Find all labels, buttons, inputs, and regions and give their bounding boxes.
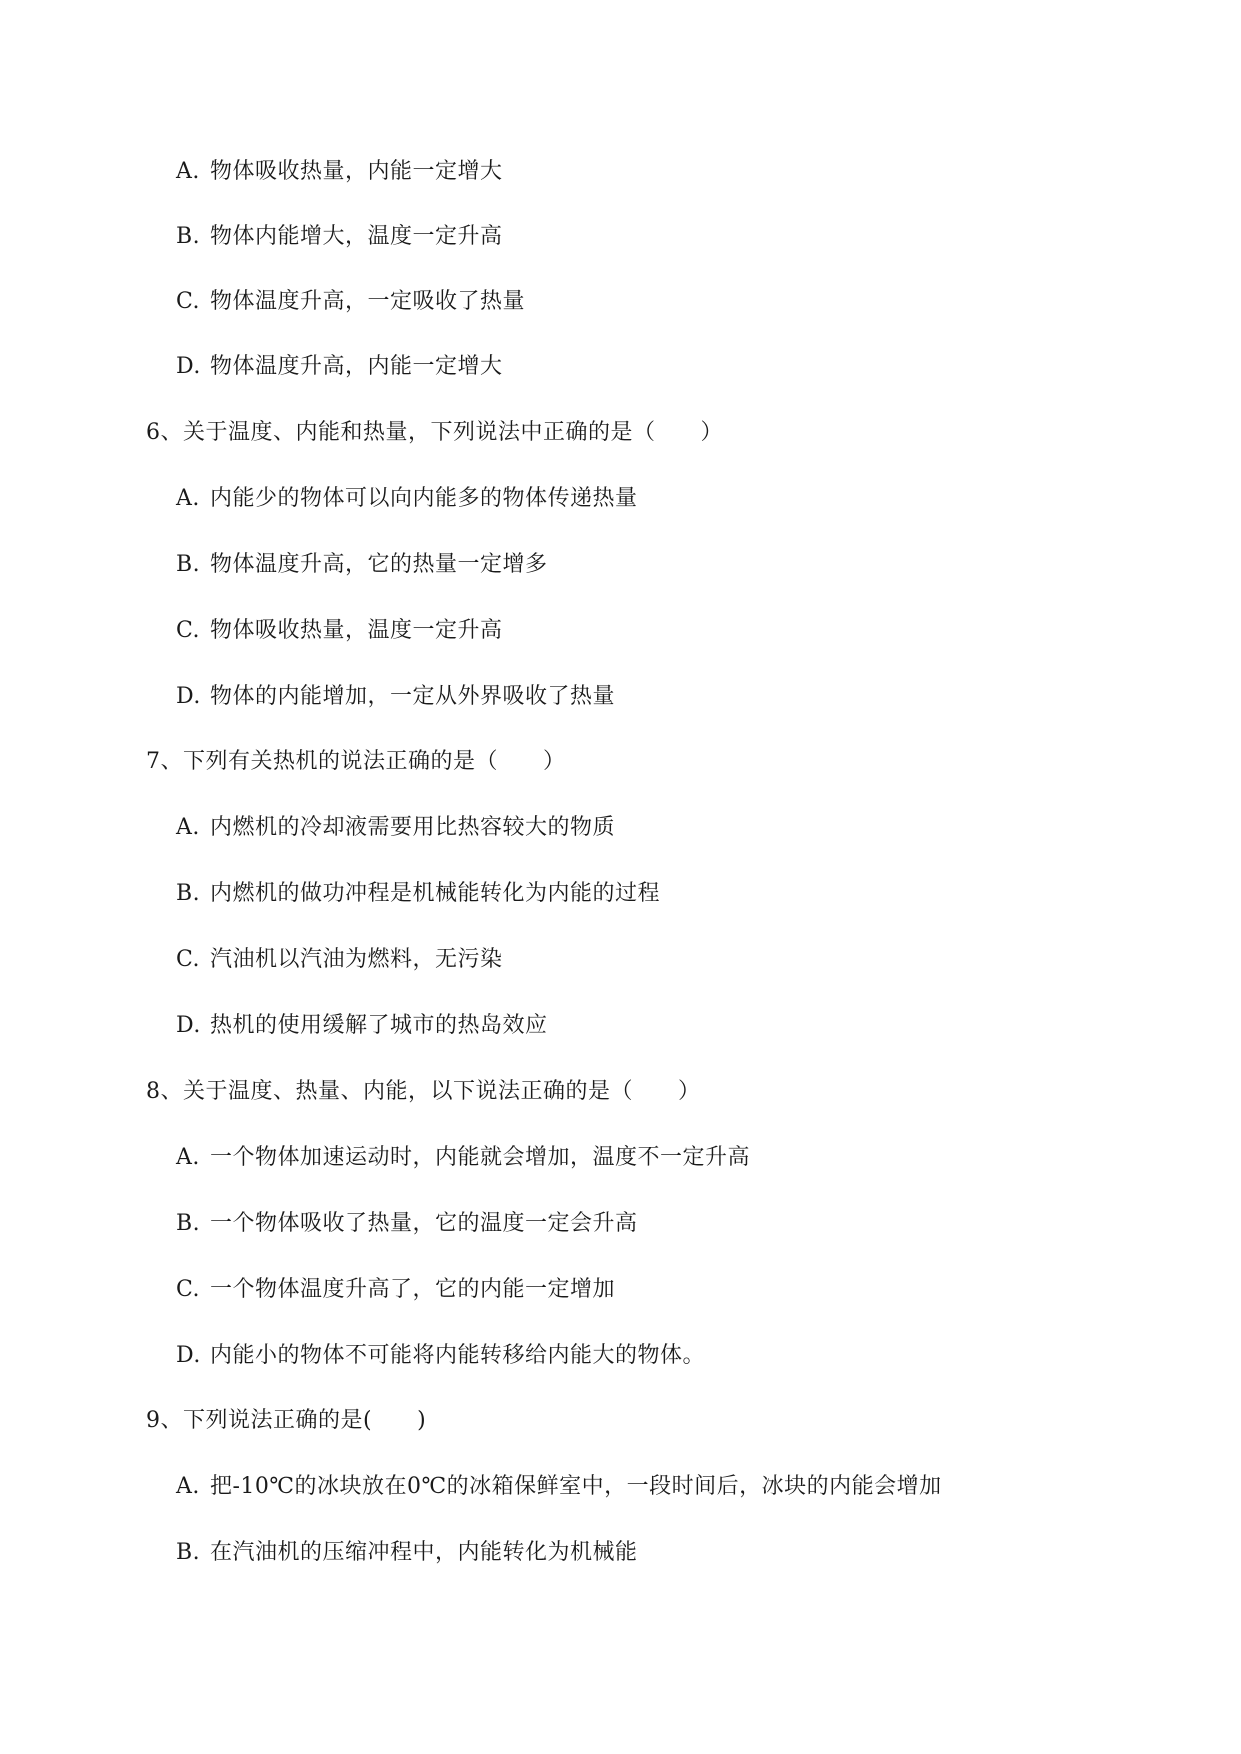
option-letter: C.: [176, 289, 201, 314]
option-letter: B.: [176, 1540, 201, 1565]
option-letter: B.: [176, 224, 201, 249]
option-text: 物体的内能增加，一定从外界吸收了热量: [210, 684, 616, 709]
option-line: [176, 1209, 638, 1239]
option-letter: A.: [176, 486, 200, 511]
option-letter: C.: [176, 618, 201, 643]
option-text: 物体温度升高，它的热量一定增多: [210, 552, 548, 577]
option-text: 内燃机的做功冲程是机械能转化为内能的过程: [210, 881, 661, 906]
option-text: 物体吸收热量，温度一定升高: [210, 618, 503, 643]
option-line: [176, 813, 615, 843]
option-text: 物体吸收热量，内能一定增大: [210, 159, 503, 184]
option-letter: A.: [176, 1145, 200, 1170]
option-text: 一个物体吸收了热量，它的温度一定会升高: [210, 1211, 638, 1236]
option-line: [176, 945, 503, 975]
option-letter: B.: [176, 881, 201, 906]
option-line: [176, 1143, 750, 1173]
option-line: [176, 1472, 942, 1502]
question-7: 7、下列有关热机的说法正确的是（ ）: [146, 749, 566, 774]
option-letter: C.: [176, 947, 201, 972]
option-line: [176, 484, 638, 514]
option-text: 内能小的物体不可能将内能转移给内能大的物体。: [210, 1343, 706, 1368]
option-line: [176, 222, 503, 252]
option-line: [176, 682, 615, 712]
option-text: 一个物体温度升高了，它的内能一定增加: [210, 1277, 616, 1302]
option-letter: A.: [176, 815, 200, 840]
option-text: 在汽油机的压缩冲程中，内能转化为机械能: [210, 1540, 638, 1565]
option-text: 把-10℃的冰块放在0℃的冰箱保鲜室中，一段时间后，冰块的内能会增加: [210, 1474, 942, 1499]
option-text: 物体温度升高，一定吸收了热量: [210, 289, 526, 314]
option-letter: C.: [176, 1277, 201, 1302]
option-line: [176, 879, 660, 909]
option-text: 内能少的物体可以向内能多的物体传递热量: [210, 486, 638, 511]
option-line: [176, 157, 503, 187]
question-8: 8、关于温度、热量、内能，以下说法正确的是（ ）: [146, 1079, 701, 1104]
option-text: 物体温度升高，内能一定增大: [210, 354, 503, 379]
option-line: [176, 550, 548, 580]
option-text: 热机的使用缓解了城市的热岛效应: [210, 1013, 548, 1038]
option-text: 汽油机以汽油为燃料，无污染: [210, 947, 503, 972]
option-line: [176, 1011, 548, 1041]
option-line: [176, 1275, 615, 1305]
option-text: 一个物体加速运动时，内能就会增加，温度不一定升高: [210, 1145, 751, 1170]
option-letter: B.: [176, 552, 201, 577]
option-line: [176, 352, 503, 382]
option-text: 内燃机的冷却液需要用比热容较大的物质: [210, 815, 616, 840]
option-letter: A.: [176, 159, 200, 184]
option-letter: D.: [176, 1343, 201, 1368]
option-line: [176, 616, 503, 646]
option-letter: D.: [176, 1013, 201, 1038]
option-letter: D.: [176, 684, 201, 709]
question-6: 6、关于温度、内能和热量，下列说法中正确的是（ ）: [146, 420, 723, 445]
option-letter: D.: [176, 354, 201, 379]
option-letter: A.: [176, 1474, 200, 1499]
option-text: 物体内能增大，温度一定升高: [210, 224, 503, 249]
option-letter: B.: [176, 1211, 201, 1236]
option-line: [176, 287, 525, 317]
question-9: 9、下列说法正确的是( ): [146, 1408, 427, 1433]
option-line: [176, 1538, 638, 1568]
option-line: [176, 1341, 705, 1371]
